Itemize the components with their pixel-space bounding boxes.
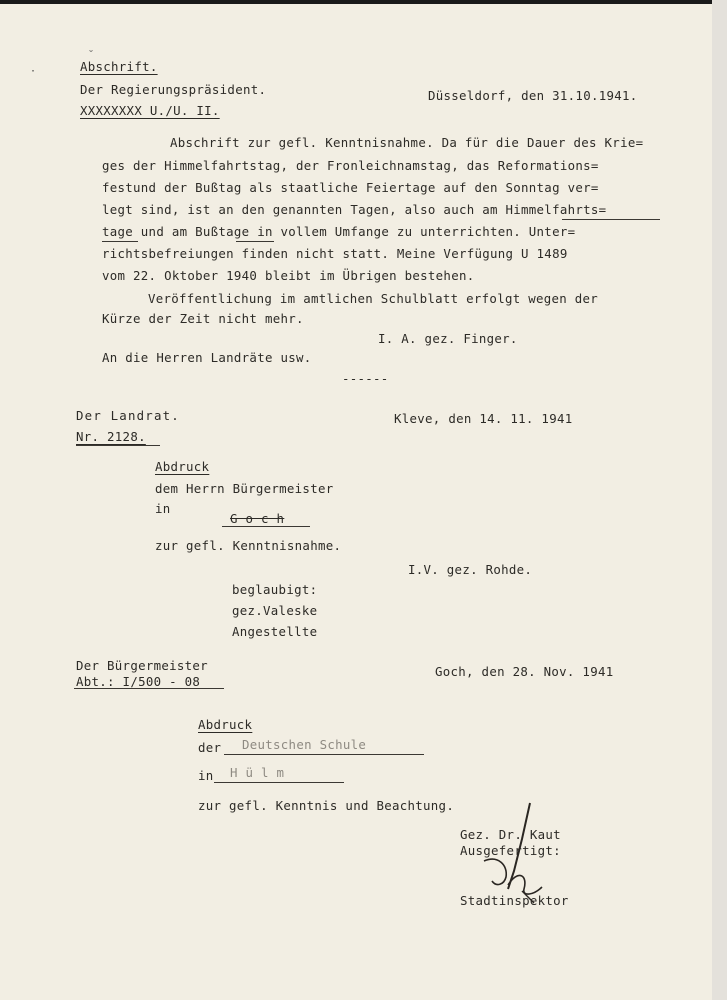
in-label-2: in	[198, 768, 214, 783]
reference-2: Nr. 2128.	[76, 429, 146, 444]
handwritten-signature	[478, 799, 558, 909]
notice-2: zur gefl. Kenntnis und Beachtung.	[198, 798, 455, 813]
recipient-1: dem Herrn Bürgermeister	[155, 481, 334, 496]
paragraph-line: Veröffentlichung im amtlichen Schulblatt erfolgt wegen der	[148, 291, 599, 306]
margin-mark: ·	[30, 66, 37, 77]
school-name: Deutschen Schule	[242, 737, 367, 752]
document-page	[0, 4, 712, 1000]
addressee-1: An die Herren Landräte usw.	[102, 350, 312, 365]
paragraph-line: Kürze der Zeit nicht mehr.	[102, 311, 304, 326]
paragraph-line: richtsbefreiungen finden nicht statt. Meine Verfügung U 1489	[102, 246, 568, 261]
margin-mark: ˘	[88, 50, 95, 61]
inspector-title: Stadtinspektor	[460, 893, 569, 908]
place-date-3: Goch, den 28. Nov. 1941	[435, 664, 614, 679]
in-label-1: in	[155, 501, 171, 516]
paragraph-line: festund der Bußtag als staatliche Feiertage auf den Sonntag ver=	[102, 180, 599, 195]
mayor-heading: Der Bürgermeister	[76, 658, 208, 673]
separator: ------	[342, 371, 389, 386]
paragraph-line: vom 22. Oktober 1940 bleibt im Übrigen bestehen.	[102, 268, 475, 283]
fill-line	[224, 754, 424, 755]
fill-line	[214, 782, 344, 783]
underline-mark	[74, 688, 224, 689]
certified-line: gez.Valeske	[232, 603, 318, 618]
town-name: H ü l m	[230, 765, 285, 780]
signature-line-3: Gez. Dr. Kaut	[460, 827, 561, 842]
reference-3: Abt.: I/500 - 08	[76, 674, 201, 689]
abdruck-2: Abdruck	[198, 717, 253, 732]
der-label: der	[198, 740, 222, 755]
landrat-heading: Der Landrat.	[76, 408, 180, 423]
signature-line-1: I. A. gez. Finger.	[378, 331, 518, 346]
underline-mark	[102, 241, 138, 242]
abschrift-heading: Abschrift.	[80, 59, 158, 74]
paragraph-line: tage und am Bußtage in vollem Umfange zu unterrichten. Unter=	[102, 224, 576, 239]
certified-line: beglaubigt:	[232, 582, 318, 597]
place-date-2: Kleve, den 14. 11. 1941	[394, 411, 573, 426]
underline-mark	[76, 445, 160, 446]
issued-line: Ausgefertigt:	[460, 843, 561, 858]
reference-1: XXXXXXXX U./U. II.	[80, 103, 220, 118]
paragraph-line: ges der Himmelfahrtstag, der Fronleichnamstag, das Reformations=	[102, 158, 599, 173]
sender-line: Der Regierungspräsident.	[80, 82, 267, 97]
paragraph-line: Abschrift zur gefl. Kenntnisnahme. Da für die Dauer des Krie=	[170, 135, 644, 150]
page-edge	[712, 0, 727, 1000]
signature-line-2: I.V. gez. Rohde.	[408, 562, 533, 577]
paragraph-line: legt sind, ist an den genannten Tagen, also auch am Himmelfahrts=	[102, 202, 607, 217]
certified-line: Angestellte	[232, 624, 318, 639]
notice-1: zur gefl. Kenntnisnahme.	[155, 538, 342, 553]
underline-mark	[222, 526, 310, 527]
place-date-1: Düsseldorf, den 31.10.1941.	[428, 88, 638, 103]
abdruck-1: Abdruck	[155, 459, 210, 474]
underline-mark	[562, 219, 660, 220]
town-goch: G o c h	[230, 511, 285, 526]
underline-mark	[236, 241, 274, 242]
